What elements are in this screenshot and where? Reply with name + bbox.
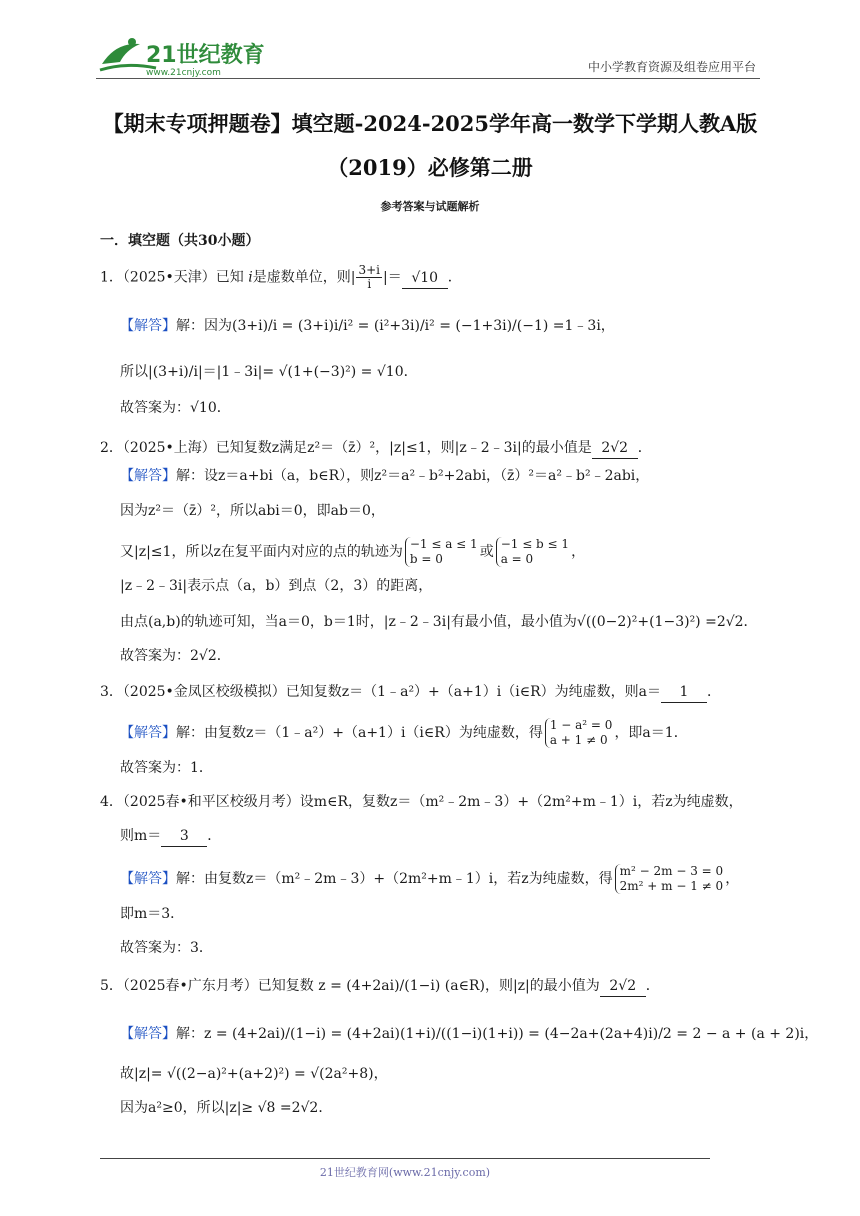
question-3: 3．（2025•金凤区校级模拟）已知复数z＝（1﹣a²）+（a+1）i（i∈R）为纯虚数，则a＝ 1 ． <box>100 682 721 703</box>
logo <box>96 34 266 78</box>
answer-blank: 2√2 <box>600 976 646 997</box>
solution-2-line5: 由点(a,b)的轨迹可知，当a＝0，b＝1时，|z﹣2﹣3i|有最小值，最小值为√((0−2)²+(1−3)²) =2√2． <box>120 614 758 630</box>
logo-text: 21世纪教育 <box>146 43 265 68</box>
solution-5-line1: 【解答】解：z = (4+2ai)/(1−i) = (4+2ai)(1+i)/((1−i)(1+i)) = (4−2a+(2a+4)i)/2 = 2 − a + (a + 2)i， <box>120 1026 819 1042</box>
question-5: 5．（2025春•广东月考）已知复数 z = (4+2ai)/(1−i) (a∈R)，则|z|的最小值为 2√2 ． <box>100 976 660 997</box>
solution-3-line1: 【解答】解：由复数z＝（1﹣a²）+（a+1）i（i∈R）为纯虚数，得 1 − a² = 0 a + 1 ≠ 0 ，即a＝1． <box>120 718 688 747</box>
answer-blank: 1 <box>661 682 707 703</box>
document-title-line2: （2019）必修第二册 <box>327 155 533 180</box>
question-4: 4．（2025春•和平区校级月考）设m∈R，复数z＝（m²﹣2m﹣3）+（2m²+m﹣1）i，若z为纯虚数， <box>100 794 743 810</box>
solution-4-line1: 【解答】解：由复数z＝（m²﹣2m﹣3）+（2m²+m﹣1）i，若z为纯虚数，得 m² − 2m − 3 = 0 2m² + m − 1 ≠ 0 ， <box>120 864 740 893</box>
footer-divider <box>100 1158 710 1159</box>
question-2: 2．（2025•上海）已知复数z满足z²＝（z̄）²，|z|≤1，则|z﹣2﹣3i|的最小值是 2√2 ． <box>100 438 652 459</box>
solution-2-line3: 又|z|≤1，所以z在复平面内对应的点的轨迹为 −1 ≤ a ≤ 1 b = 0 或 −1 ≤ b ≤ 1 a = 0 ， <box>120 537 586 566</box>
solution-4-line2: 即m＝3． <box>120 906 185 922</box>
header-divider <box>96 78 760 79</box>
logo-url: www.21cnjy.com <box>146 68 221 78</box>
answer-blank: 3 <box>161 826 207 847</box>
solution-5-line3: 因为a²≥0，所以|z|≥ √8 =2√2． <box>120 1100 333 1116</box>
page-footer: 21世纪教育网(www.21cnjy.com) <box>319 1166 491 1179</box>
solution-2-line4: |z﹣2﹣3i|表示点（a，b）到点（2，3）的距离， <box>120 578 433 594</box>
document-subtitle: 参考答案与试题解析 <box>380 200 480 213</box>
solution-5-line2: 故|z|= √((2−a)²+(a+2)²) = √(2a²+8)， <box>120 1066 388 1082</box>
solution-2-line1: 【解答】解：设z＝a+bi（a，b∈R），则z²＝a²﹣b²+2abi，（z̄）²＝a²﹣b²﹣2abi， <box>120 468 650 484</box>
solution-2-line2: 因为z²＝（z̄）²，所以abi＝0，即ab＝0， <box>120 503 385 519</box>
solution-3-final: 故答案为：1． <box>120 760 213 776</box>
header-platform-text: 中小学教育资源及组卷应用平台 <box>587 60 756 74</box>
document-title-line1: 【期末专项押题卷】填空题-2024-2025学年高一数学下学期人教A版 <box>102 111 758 136</box>
solution-1-line1: 【解答】解：因为(3+i)/i = (3+i)i/i² = (i²+3i)/i² = (−1+3i)/(−1) =1﹣3i， <box>120 318 615 334</box>
section-heading: 一．填空题（共30小题） <box>100 233 260 249</box>
answer-blank: 2√2 <box>592 438 638 459</box>
question-4-line2: 则m＝ 3 ． <box>120 826 221 847</box>
answer-blank: √10 <box>402 268 448 289</box>
solution-2-final: 故答案为：2√2． <box>120 648 231 664</box>
solution-1-final: 故答案为：√10． <box>120 400 231 416</box>
solution-4-final: 故答案为：3． <box>120 940 213 956</box>
question-1: 1．（2025•天津）已知 i是虚数单位，则| $\frac{3+i}{i}$ |＝ √10 ． <box>100 263 462 291</box>
solution-1-line2: 所以|(3+i)/i|＝|1﹣3i|= √(1+(−3)²) = √10． <box>120 364 418 380</box>
page-header <box>96 30 760 82</box>
